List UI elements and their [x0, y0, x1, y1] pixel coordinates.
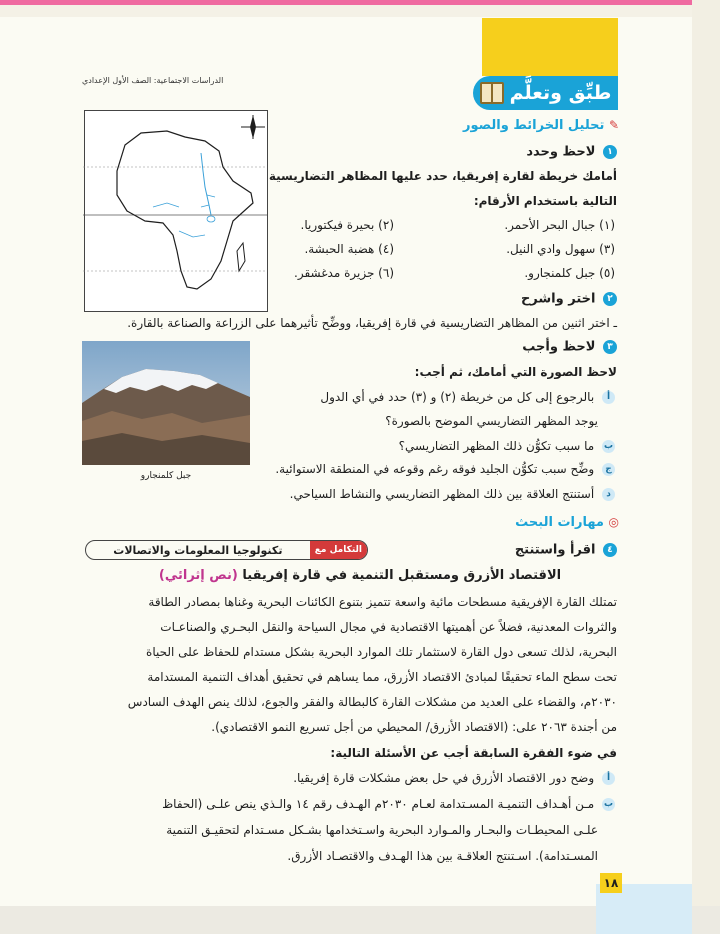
- letter-b-icon: ب: [603, 799, 614, 809]
- q1-item-6: (٦) جزيرة مدغشقر.: [294, 266, 394, 280]
- para-line-1: تمتلك القارة الإفريقية مسطحات مائية واسعة تتميز بتنوع الكائنات البحرية وغناها بمصادر الطاقة: [148, 595, 617, 609]
- research-icon: ◎: [608, 515, 619, 529]
- article-title: الاقتصاد الأزرق ومستقبل التنمية في قارة إفريقيا: [242, 568, 562, 583]
- q1-heading: [526, 145, 617, 159]
- page-number: ١٨: [600, 873, 622, 893]
- q4-item-b: [162, 798, 615, 811]
- q3-number: ٣: [603, 340, 617, 354]
- kilimanjaro-illustration: [82, 341, 250, 465]
- integration-tag: [85, 540, 368, 560]
- q3-item-b: [399, 440, 615, 453]
- q4-article-heading: [0, 569, 720, 582]
- africa-map: [84, 110, 268, 312]
- q4-number: ٤: [603, 543, 617, 557]
- q4-title: اقرأ واستنتج: [514, 542, 596, 558]
- section-badge: [473, 76, 618, 110]
- letter-a-icon: أ: [602, 772, 615, 785]
- q4-prompt: في ضوء الفقرة السابقة أجب عن الأسئلة التالية:: [330, 746, 617, 760]
- q1-item-1: (١) جبال البحر الأحمر.: [504, 218, 615, 232]
- q4-heading: [515, 543, 617, 557]
- right-margin-band: [692, 0, 720, 934]
- tag-topic: تكنولوجيا المعلومات والاتصالات: [113, 543, 283, 557]
- q2-text: ـ اختر اثنين من المظاهر التضاريسية في قارة إفريقيا، ووضِّح تأثيرهما على الزراعة والصناعة بالقارة.: [127, 316, 617, 330]
- q1-line1: أمامك خريطة لقارة إفريقيا، حدد عليها المظاهر التضاريسية: [268, 169, 617, 183]
- photo-caption: جبل كلمنجارو: [140, 471, 192, 481]
- letter-c-icon: ج: [602, 463, 615, 476]
- section-map-analysis: [463, 119, 619, 132]
- q3-c-text: وضِّح سبب تكوُّن الجليد فوقه رغم وقوعه في المنطقة الاستوائية.: [275, 462, 595, 476]
- q2-heading: [521, 292, 617, 306]
- section2-title: مهارات البحث: [515, 515, 604, 530]
- para-line-3: البحرية، لذلك تسعى دول القارة لاستثمار تلك الموارد البحرية بشكل مستدام للحفاظ على الحياة: [146, 645, 617, 659]
- para-line-5: ٢٠٣٠م، والقضاء على العديد من مشكلات القارة كالبطالة والفقر والجوع، لذلك ينص الهدف السادس: [127, 695, 617, 709]
- map-analysis-icon: ✎: [608, 118, 619, 132]
- section-tab-decoration: [482, 18, 618, 76]
- q1-title: لاحظ وحدد: [526, 144, 596, 160]
- tag-label: التكامل مع: [310, 541, 367, 559]
- section-title: تحليل الخرائط والصور: [462, 118, 605, 133]
- q3-item-d: [290, 488, 615, 501]
- q4-b-line3: المسـتدامة). اسـتنتج العلاقـة بين هذا الهـدف والاقتصـاد الأزرق.: [287, 849, 598, 863]
- article-note: (نص إثرائي): [158, 568, 238, 583]
- para-line-2: والثروات المعدنية، فضلاً عن أهميتها الاقتصادية في مجال السياحة والنقل البحـري والصناعـات: [160, 620, 617, 634]
- q1-item-5: (٥) جبل كلمنجارو.: [524, 266, 615, 280]
- section-research: [515, 516, 619, 529]
- book-header: الدراسات الاجتماعية: الصف الأول الإعدادي: [82, 76, 224, 85]
- q3-d-text: أستنتج العلاقة بين ذلك المظهر التضاريسي والنشاط السياحي.: [289, 487, 595, 501]
- q4-b-line2: علـى المحيطـات والبحـار والمـوارد البحرية واسـتخدامها بشـكل مسـتدام لتحقيـق التنمية: [166, 823, 598, 837]
- top-strip: [0, 5, 720, 17]
- para-line-4: تحت سطح الماء تحقيقًا لمبادئ الاقتصاد الأزرق، مما يساهم في تحقيق أهداف التنمية المستدامة: [147, 670, 617, 684]
- q4-item-a: [293, 772, 615, 785]
- badge-title: طبِّق وتعلَّم: [509, 82, 612, 104]
- q3-a-line2: يوجد المظهر التضاريسي الموضح بالصورة؟: [385, 414, 598, 428]
- book-icon: [480, 82, 504, 104]
- q4-a-text: وضح دور الاقتصاد الأزرق في حل بعض مشكلات قارة إفريقيا.: [293, 771, 595, 785]
- q1-number: ١: [603, 145, 617, 159]
- africa-map-drawing: [83, 111, 267, 313]
- letter-b-icon: ب: [603, 441, 614, 451]
- q1-item-4: (٤) هضبة الحبشة.: [304, 242, 394, 256]
- q1-item-2: (٢) بحيرة فيكتوريا.: [300, 218, 394, 232]
- q3-heading: [522, 340, 617, 354]
- q3-b-text: ما سبب تكوُّن ذلك المظهر التضاريسي؟: [398, 439, 595, 453]
- q3-a-line1: بالرجوع إلى كل من خريطة (٢) و (٣) حدد في أي الدول: [320, 390, 595, 404]
- q3-intro: لاحظ الصورة التي أمامك، ثم أجب:: [414, 365, 617, 379]
- q2-title: اختر واشرح: [520, 291, 596, 307]
- para-line-6: من أجندة ٢٠٦٣ على: (الاقتصاد الأزرق/ المحيطي من أجل تسريع النمو الاقتصادي).: [211, 720, 617, 734]
- q3-item-a: [320, 391, 615, 404]
- letter-a-icon: أ: [602, 391, 615, 404]
- q1-line2: التالية باستخدام الأرقام:: [473, 194, 617, 208]
- q2-number: ٢: [603, 292, 617, 306]
- q1-item-3: (٣) سهول وادي النيل.: [506, 242, 615, 256]
- q4-b-line1: مـن أهـداف التنميـة المسـتدامة لعـام ٢٠٣٠م الهـدف رقم ١٤ والـذي ينص علـى (الحفاظ: [162, 797, 595, 811]
- q3-item-c: [275, 463, 615, 476]
- compass-icon: [241, 115, 265, 139]
- letter-d-icon: د: [602, 488, 615, 501]
- q3-title: لاحظ وأجب: [522, 339, 596, 355]
- kilimanjaro-photo: [82, 341, 250, 465]
